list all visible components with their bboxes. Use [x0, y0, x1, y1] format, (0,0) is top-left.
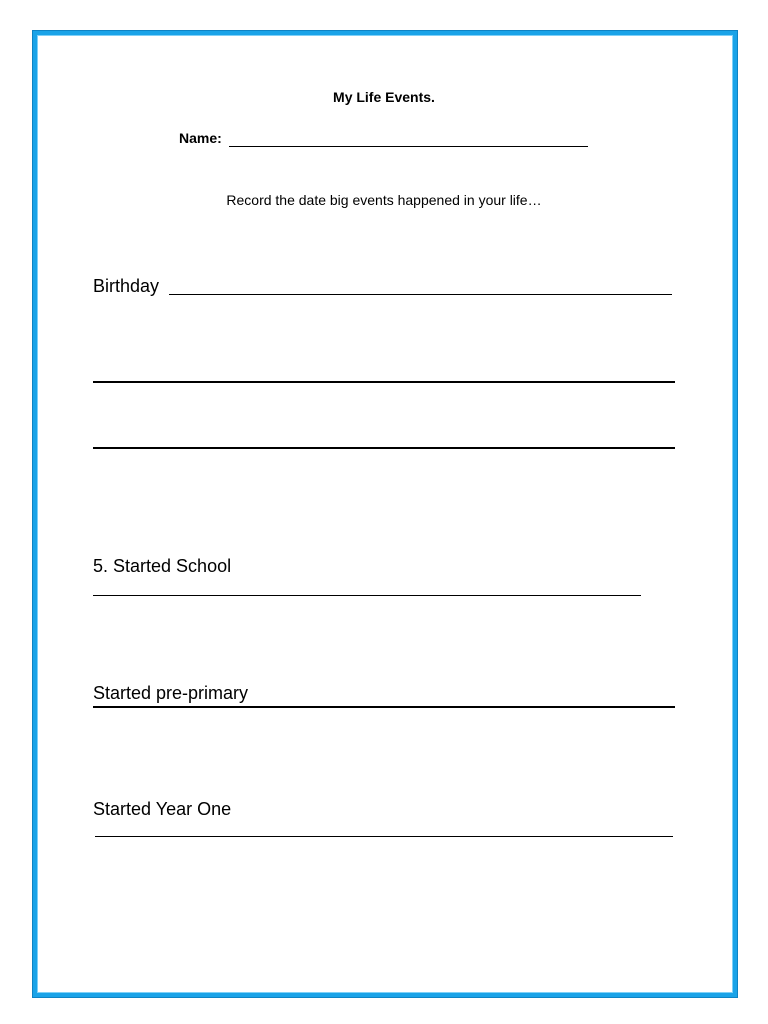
started-school-label: 5. Started School	[93, 556, 232, 576]
name-label: Name:	[179, 130, 222, 146]
started-year-one-label: Started Year One	[93, 799, 232, 819]
started-pre-primary-label: Started pre-primary	[93, 683, 249, 703]
event-blank-line-1[interactable]	[93, 381, 675, 383]
page-border	[33, 31, 737, 997]
started-school-blank-line[interactable]	[93, 595, 641, 596]
worksheet-title: My Life Events.	[333, 89, 435, 105]
started-pre-primary-blank-line[interactable]	[93, 706, 675, 708]
event-blank-line-2[interactable]	[93, 447, 675, 449]
started-year-one-blank-line[interactable]	[95, 836, 673, 837]
instructions-text: Record the date big events happened in your life…	[226, 192, 542, 208]
birthday-label: Birthday	[93, 276, 160, 296]
name-blank-line[interactable]	[229, 146, 588, 147]
birthday-blank-line[interactable]	[169, 294, 672, 295]
